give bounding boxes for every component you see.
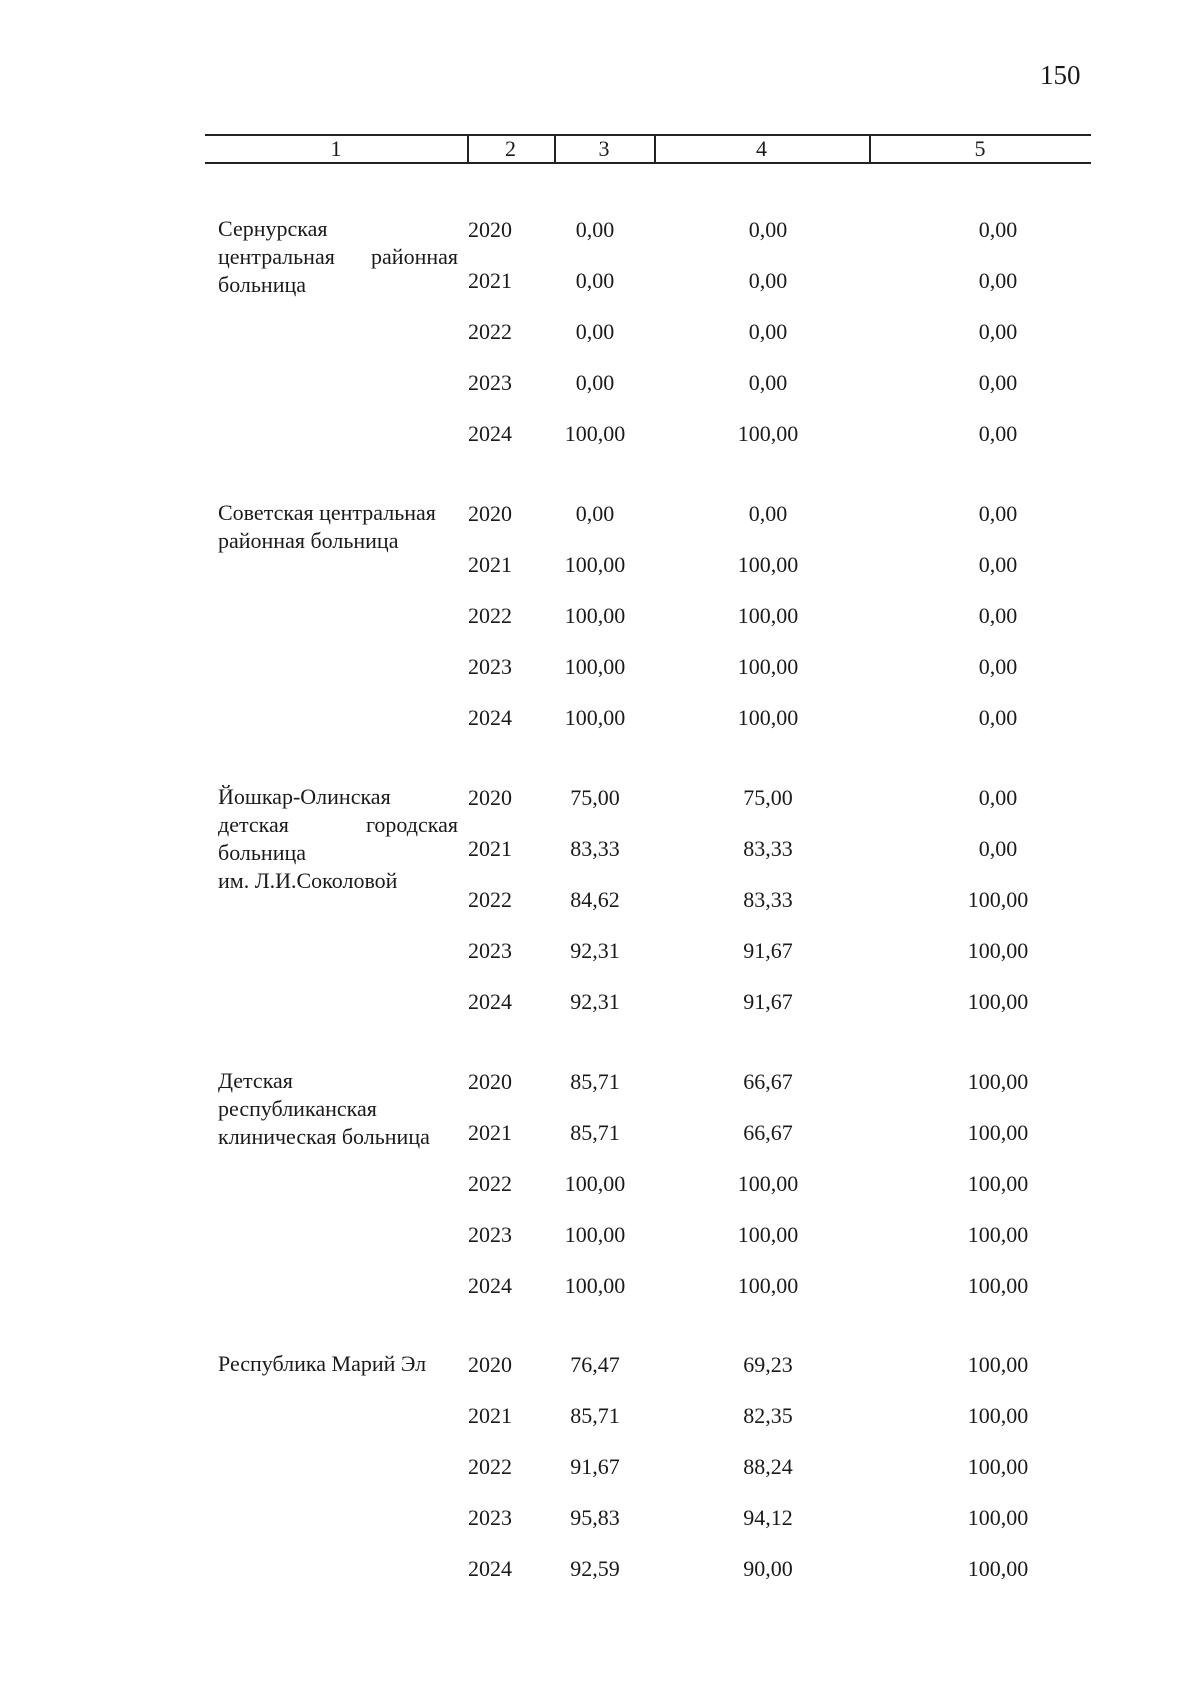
cell-col3: 92,59 [570, 1556, 620, 1581]
table-row [218, 1350, 1098, 1380]
cell-year: 2021 [468, 1403, 512, 1428]
cell-year: 2020 [468, 217, 512, 242]
cell-col3: 100,00 [564, 421, 626, 446]
cell-col5: 0,00 [978, 268, 1018, 293]
cell-year: 2022 [468, 887, 512, 912]
table-row [218, 652, 1098, 682]
cell-year: 2020 [468, 501, 512, 526]
cell-col5: 100,00 [967, 1222, 1029, 1247]
cell-col4: 66,67 [743, 1069, 793, 1094]
cell-col3: 100,00 [564, 705, 626, 730]
group-name-line: Сернурская [218, 216, 328, 241]
cell-year: 2024 [468, 989, 512, 1014]
cell-col4: 100,00 [737, 1222, 799, 1247]
table-row [218, 215, 1098, 245]
group-name-line: районная больница [218, 528, 399, 553]
group-name-line: Республика Марий Эл [218, 1351, 427, 1376]
cell-col3: 85,71 [570, 1403, 620, 1428]
cell-col4: 100,00 [737, 654, 799, 679]
cell-col5: 0,00 [978, 603, 1018, 628]
cell-year: 2023 [468, 1505, 512, 1530]
table-row [218, 834, 1098, 864]
group-name-line: больница [218, 840, 306, 865]
table-row [218, 1118, 1098, 1148]
table-row [218, 703, 1098, 733]
cell-col4: 66,67 [743, 1120, 793, 1145]
cell-year: 2023 [468, 938, 512, 963]
cell-col5: 100,00 [967, 1069, 1029, 1094]
table-row [218, 1554, 1098, 1584]
cell-year: 2020 [468, 785, 512, 810]
cell-year: 2021 [468, 268, 512, 293]
table-group [218, 215, 1098, 475]
cell-col5: 100,00 [967, 887, 1029, 912]
cell-col3: 0,00 [575, 501, 615, 526]
cell-year: 2024 [468, 421, 512, 446]
group-name-line: республиканская [218, 1096, 377, 1121]
table-row [218, 783, 1098, 813]
table-row [218, 1169, 1098, 1199]
cell-col5: 0,00 [978, 501, 1018, 526]
cell-col4: 0,00 [748, 501, 788, 526]
table-row [218, 1220, 1098, 1250]
header-col-5: 5 [974, 136, 986, 161]
cell-year: 2021 [468, 552, 512, 577]
cell-col4: 69,23 [743, 1352, 793, 1377]
table-row [218, 368, 1098, 398]
table-group [218, 499, 1098, 759]
cell-col3: 95,83 [570, 1505, 620, 1530]
cell-year: 2020 [468, 1352, 512, 1377]
cell-col5: 0,00 [978, 319, 1018, 344]
group-name-line: Советская центральная [218, 500, 436, 525]
table-row [218, 1401, 1098, 1431]
cell-col4: 94,12 [743, 1505, 793, 1530]
cell-col3: 75,00 [570, 785, 620, 810]
cell-year: 2021 [468, 836, 512, 861]
cell-col4: 75,00 [743, 785, 793, 810]
cell-col5: 100,00 [967, 1556, 1029, 1581]
cell-col5: 100,00 [967, 1352, 1029, 1377]
cell-col4: 83,33 [743, 836, 793, 861]
cell-year: 2024 [468, 1556, 512, 1581]
table-row [218, 885, 1098, 915]
cell-col5: 0,00 [978, 654, 1018, 679]
group-name-line: больница [218, 272, 306, 297]
cell-col5: 100,00 [967, 1505, 1029, 1530]
cell-col4: 100,00 [737, 705, 799, 730]
cell-col3: 0,00 [575, 370, 615, 395]
page-number: 150 [1040, 60, 1081, 90]
cell-col3: 100,00 [564, 1171, 626, 1196]
cell-col5: 100,00 [967, 1171, 1029, 1196]
cell-year: 2021 [468, 1120, 512, 1145]
table-row [218, 499, 1098, 529]
cell-col4: 88,24 [743, 1454, 793, 1479]
group-name-line: клиническая больница [218, 1124, 430, 1149]
group-name-line: им. Л.И.Соколовой [218, 868, 398, 893]
table-group [218, 1350, 1098, 1610]
cell-col3: 85,71 [570, 1069, 620, 1094]
cell-col5: 100,00 [967, 1403, 1029, 1428]
header-col-2: 2 [505, 136, 516, 161]
cell-col5: 0,00 [978, 370, 1018, 395]
cell-col4: 0,00 [748, 217, 788, 242]
cell-col4: 100,00 [737, 552, 799, 577]
cell-col5: 0,00 [978, 552, 1018, 577]
cell-year: 2022 [468, 1171, 512, 1196]
cell-col3: 92,31 [570, 989, 620, 1014]
header-rule-bottom [205, 162, 1091, 164]
cell-col3: 0,00 [575, 217, 615, 242]
cell-col5: 0,00 [978, 705, 1018, 730]
table-group [218, 783, 1098, 1043]
cell-col5: 100,00 [967, 1454, 1029, 1479]
cell-col4: 0,00 [748, 268, 788, 293]
cell-year: 2023 [468, 654, 512, 679]
cell-col4: 83,33 [743, 887, 793, 912]
cell-col5: 0,00 [978, 217, 1018, 242]
group-name-line: центральная районная [218, 244, 458, 269]
cell-col3: 84,62 [570, 887, 620, 912]
cell-col4: 90,00 [743, 1556, 793, 1581]
cell-col5: 100,00 [967, 989, 1029, 1014]
header-col-3: 3 [598, 136, 610, 161]
cell-col4: 100,00 [737, 421, 799, 446]
header-col-4: 4 [756, 136, 767, 161]
table-row [218, 1271, 1098, 1301]
cell-col5: 100,00 [967, 1120, 1029, 1145]
cell-col3: 85,71 [570, 1120, 620, 1145]
cell-year: 2022 [468, 603, 512, 628]
cell-col3: 92,31 [570, 938, 620, 963]
cell-col4: 100,00 [737, 1273, 799, 1298]
cell-col5: 100,00 [967, 1273, 1029, 1298]
cell-col4: 100,00 [737, 603, 799, 628]
cell-col3: 100,00 [564, 603, 626, 628]
cell-col5: 0,00 [978, 421, 1018, 446]
cell-year: 2024 [468, 1273, 512, 1298]
table-row [218, 1503, 1098, 1533]
table-row [218, 936, 1098, 966]
cell-year: 2020 [468, 1069, 512, 1094]
cell-col4: 100,00 [737, 1171, 799, 1196]
cell-col4: 91,67 [743, 938, 793, 963]
table-row [218, 987, 1098, 1017]
table-row [218, 266, 1098, 296]
cell-col3: 76,47 [570, 1352, 620, 1377]
table-row [218, 419, 1098, 449]
table-row [218, 550, 1098, 580]
cell-col4: 82,35 [743, 1403, 793, 1428]
cell-col3: 100,00 [564, 1222, 626, 1247]
cell-col4: 0,00 [748, 319, 788, 344]
table-row [218, 1452, 1098, 1482]
cell-col3: 83,33 [570, 836, 620, 861]
table-row [218, 1067, 1098, 1097]
cell-year: 2022 [468, 319, 512, 344]
group-name-line: детская городская [218, 812, 458, 837]
table-row [218, 317, 1098, 347]
cell-col5: 0,00 [978, 785, 1018, 810]
cell-col3: 0,00 [575, 268, 615, 293]
header-col-1: 1 [330, 136, 342, 161]
cell-year: 2024 [468, 705, 512, 730]
cell-year: 2022 [468, 1454, 512, 1479]
group-name-line: Детская [218, 1068, 293, 1093]
cell-year: 2023 [468, 1222, 512, 1247]
cell-col5: 100,00 [967, 938, 1029, 963]
cell-col3: 0,00 [575, 319, 615, 344]
cell-col3: 91,67 [570, 1454, 620, 1479]
cell-col3: 100,00 [564, 552, 626, 577]
table-group [218, 1067, 1098, 1327]
cell-col5: 0,00 [978, 836, 1018, 861]
cell-col4: 91,67 [743, 989, 793, 1014]
table-header [205, 134, 1091, 164]
cell-col3: 100,00 [564, 654, 626, 679]
cell-year: 2023 [468, 370, 512, 395]
cell-col3: 100,00 [564, 1273, 626, 1298]
table-row [218, 601, 1098, 631]
cell-col4: 0,00 [748, 370, 788, 395]
group-name-line: Йошкар-Олинская [218, 784, 391, 809]
